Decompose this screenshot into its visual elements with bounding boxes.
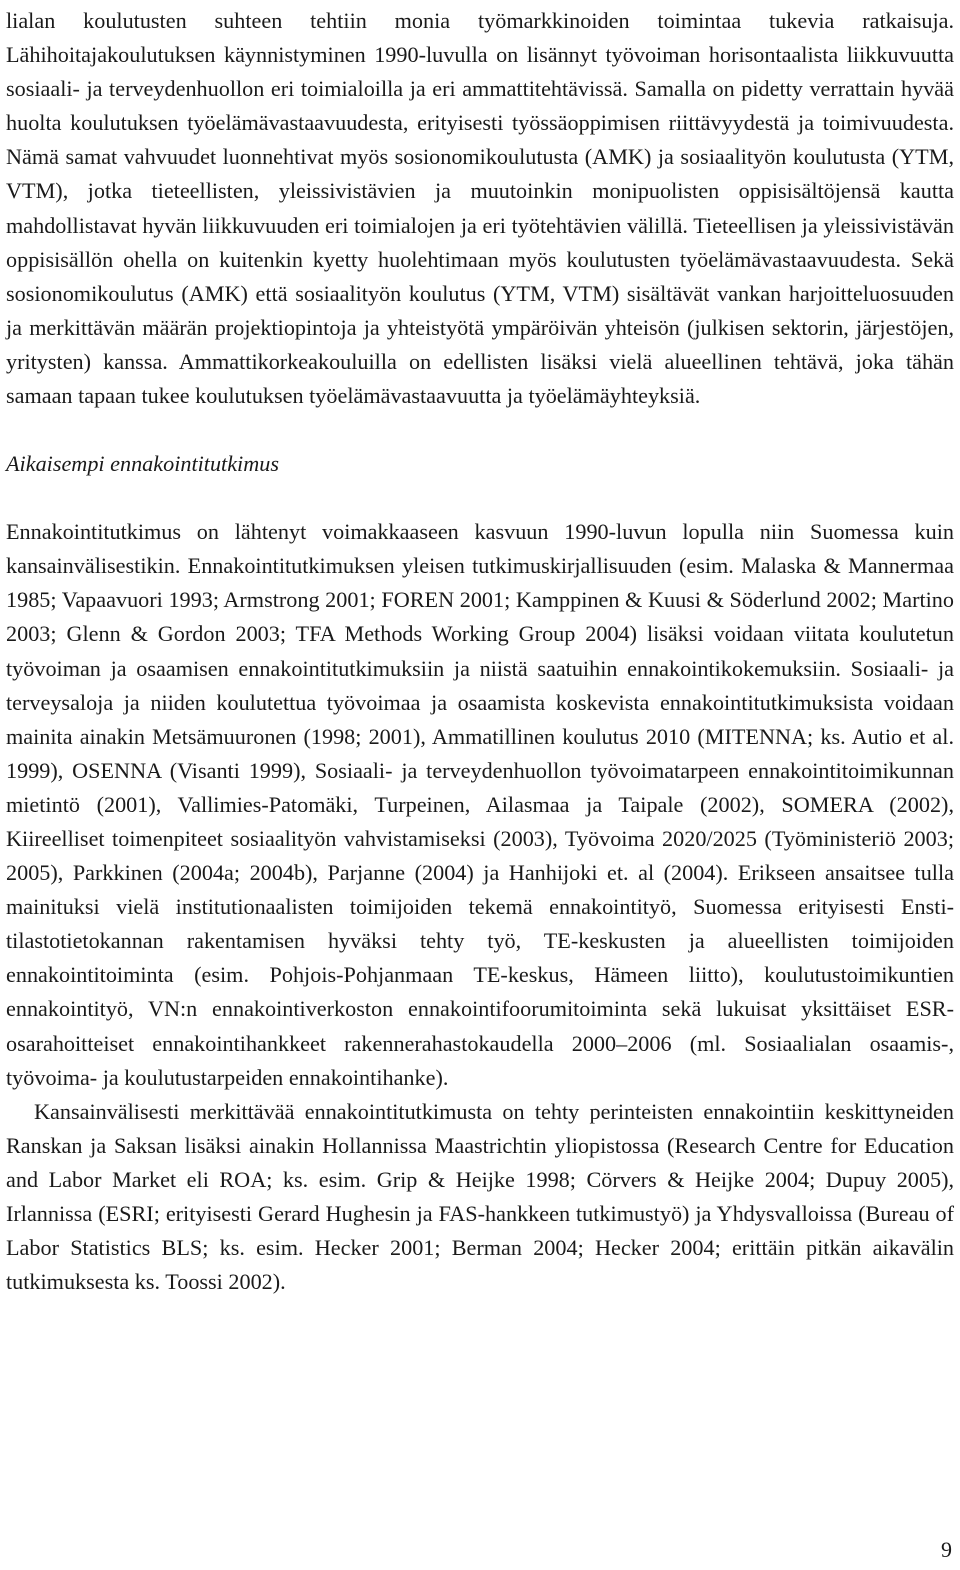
section-heading: Aikaisempi ennakointitutkimus	[6, 451, 279, 477]
page-number: 9	[941, 1537, 952, 1562]
document-page	[6, 4, 954, 1299]
body-paragraph: lialan koulutusten suhteen tehtiin monia työmarkkinoiden toimintaa tukevia ratkaisuja. Lähihoitajakoulutuksen käynnistyminen 1990-luvulla on lisännyt työvoiman horisontaalista liikkuvuutta sosiaali- ja terveydenhuollon eri toimialoilla ja eri ammattitehtävissä. Samalla on pidetty verrattain hyvää huolta koulutuksen työelämävastaavuudesta, erityisesti työssäoppimisen riittävyydestä ja toimivuudesta. Nämä samat vahvuudet luonnehtivat myös sosionomikoulutusta (AMK) ja sosiaalityön koulutusta (YTM, VTM), jotka tieteellisten, yleissivistävien ja muutoinkin monipuolisten oppisisältöjensä kautta mahdollistavat hyvän liikkuvuuden eri toimialojen ja eri työtehtävien välillä. Tieteellisen ja yleissivistävän oppisisällön ohella on kuitenkin kyetty huolehtimaan myös koulutusten työelämävastaavuudesta. Sekä sosionomikoulutus (AMK) että sosiaalityön koulutus (YTM, VTM) sisältävät vankan harjoitteluosuuden ja merkittävän määrän projektiopintoja ja yhteistyötä ympäröivän yhteisön (julkisen sektorin, järjestöjen, yritysten) kanssa. Ammattikorkeakouluilla on edellisten lisäksi vielä alueellinen tehtävä, joka tähän samaan tapaan tukee koulutuksen työelämävastaavuutta ja työelämäyhteyksiä.	[6, 8, 954, 409]
body-paragraph: Ennakointitutkimus on lähtenyt voimakkaaseen kasvuun 1990-luvun lopulla niin Suomessa kuin kansainvälisestikin. Ennakointitutkimuksen yleisen tutkimuskirjallisuuden (esim. Malaska & Mannermaa 1985; Vapaavuori 1993; Armstrong 2001; FOREN 2001; Kamppinen & Kuusi & Söderlund 2002; Martino 2003; Glenn & Gordon 2003; TFA Methods Working Group 2004) lisäksi voidaan viitata koulutetun työvoiman ja osaamisen ennakointitutkimuksiin ja niistä saatuihin ennakointikokemuksiin. Sosiaali- ja terveysaloja ja niiden koulutettua työvoimaa ja osaamista koskevista ennakointitutkimuksista voidaan mainita ainakin Metsämuuronen (1998; 2001), Ammatillinen koulutus 2010 (MITENNA; ks. Autio et al. 1999), OSENNA (Visanti 1999), Sosiaali- ja terveydenhuollon työvoimatarpeen ennakointitoimikunnan mietintö (2001), Vallimies-Patomäki, Turpeinen, Ailasmaa ja Taipale (2002), SOMERA (2002), Kiireelliset toimenpiteet sosiaalityön vahvistamiseksi (2003), Työvoima 2020/2025 (Työministeriö 2003; 2005), Parkkinen (2004a; 2004b), Parjanne (2004) ja Hanhijoki et. al (2004). Erikseen ansaitsee tulla mainituksi vielä institutionaalisten toimijoiden tekemä ennakointityö, Suomessa erityisesti Ensti-tilastotietokannan rakentamisen hyväksi tehty työ, TE-keskusten ja alueellisten toimijoiden ennakointitoiminta (esim. Pohjois-Pohjanmaan TE-keskus, Hämeen liitto), koulutustoimikuntien ennakointityö, VN:n ennakointiverkoston ennakointifoorumitoiminta sekä lukuisat yksittäiset ESR-osarahoitteiset ennakointihankkeet rakennerahastokaudella 2000–2006 (ml. Sosiaalialan osaamis-, työvoima- ja koulutustarpeiden ennakointihanke).	[6, 519, 954, 1090]
body-paragraph: Kansainvälisesti merkittävää ennakointitutkimusta on tehty perinteisten ennakointiin keskittyneiden Ranskan ja Saksan lisäksi ainakin Hollannissa Maastrichtin yliopistossa (Research Centre for Education and Labor Market eli ROA; ks. esim. Grip & Heijke 1998; Cörvers & Heijke 2004; Dupuy 2005), Irlannissa (ESRI; erityisesti Gerard Hughesin ja FAS-hankkeen tutkimustyö) ja Yhdysvalloissa (Bureau of Labor Statistics BLS; ks. esim. Hecker 2001; Berman 2004; Hecker 2004; erittäin pitkän aikavälin tutkimuksesta ks. Toossi 2002).	[6, 1098, 954, 1295]
